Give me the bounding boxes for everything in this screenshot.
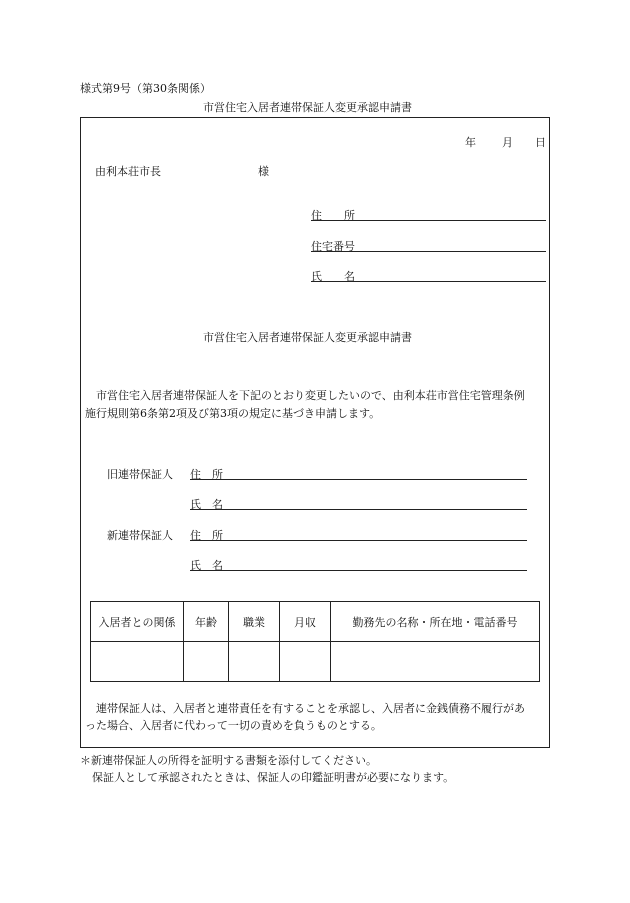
cell-occupation[interactable] xyxy=(229,642,280,682)
note-2: 保証人として承認されたときは、保証人の印鑑証明書が必要になります。 xyxy=(92,771,455,784)
old-guarantor-address-label: 住 所 xyxy=(190,468,223,481)
body-line-1: 市営住宅入居者連帯保証人を下記のとおり変更したいので、由利本荘市営住宅管理条例 xyxy=(96,389,525,402)
applicant-house-no-label: 住宅番号 xyxy=(311,240,355,253)
applicant-address-label: 住 所 xyxy=(311,209,355,222)
new-guarantor-label: 新連帯保証人 xyxy=(107,529,173,542)
old-guarantor-name-label: 氏 名 xyxy=(190,498,223,511)
date-year: 年 xyxy=(465,136,476,149)
body-line-2: 施行規則第6条第2項及び第3項の規定に基づき申請します。 xyxy=(85,407,381,420)
header-workplace: 勤務先の名称・所在地・電話番号 xyxy=(331,602,540,642)
new-guarantor-address-label: 住 所 xyxy=(190,529,223,542)
old-guarantor-address-field[interactable] xyxy=(190,479,527,480)
applicant-house-no-field[interactable] xyxy=(311,251,546,252)
table-header-row xyxy=(91,602,540,642)
guarantor-info-table xyxy=(90,601,540,682)
new-guarantor-name-field[interactable] xyxy=(190,570,527,571)
header-occupation: 職業 xyxy=(229,602,280,642)
form-number: 様式第9号（第30条関係） xyxy=(80,82,211,95)
form-title-mid: 市営住宅入居者連帯保証人変更承認申請書 xyxy=(203,331,412,344)
date-day: 日 xyxy=(535,136,546,149)
table-row xyxy=(91,642,540,682)
pledge-line-2: った場合、入居者に代わって一切の責めを負うものとする。 xyxy=(85,719,382,732)
cell-age[interactable] xyxy=(184,642,229,682)
header-age: 年齢 xyxy=(184,602,229,642)
cell-monthly-income[interactable] xyxy=(280,642,331,682)
pledge-line-1: 連帯保証人は、入居者と連帯責任を有することを承認し、入居者に金銭債務不履行があ xyxy=(96,702,525,715)
cell-workplace[interactable] xyxy=(331,642,540,682)
cell-relation[interactable] xyxy=(91,642,184,682)
addressee-name: 由利本荘市長 xyxy=(95,165,161,178)
old-guarantor-name-field[interactable] xyxy=(190,509,527,510)
addressee-honorific: 様 xyxy=(258,165,269,178)
applicant-name-field[interactable] xyxy=(311,281,546,282)
form-title-top: 市営住宅入居者連帯保証人変更承認申請書 xyxy=(203,101,412,114)
date-month: 月 xyxy=(502,136,513,149)
header-monthly-income: 月収 xyxy=(280,602,331,642)
new-guarantor-name-label: 氏 名 xyxy=(190,559,223,572)
applicant-name-label: 氏 名 xyxy=(311,270,355,283)
note-1: ＊新連帯保証人の所得を証明する書類を添付してください。 xyxy=(80,754,377,767)
new-guarantor-address-field[interactable] xyxy=(190,540,527,541)
old-guarantor-label: 旧連帯保証人 xyxy=(107,468,173,481)
header-relation: 入居者との関係 xyxy=(91,602,184,642)
applicant-address-field[interactable] xyxy=(311,220,546,221)
